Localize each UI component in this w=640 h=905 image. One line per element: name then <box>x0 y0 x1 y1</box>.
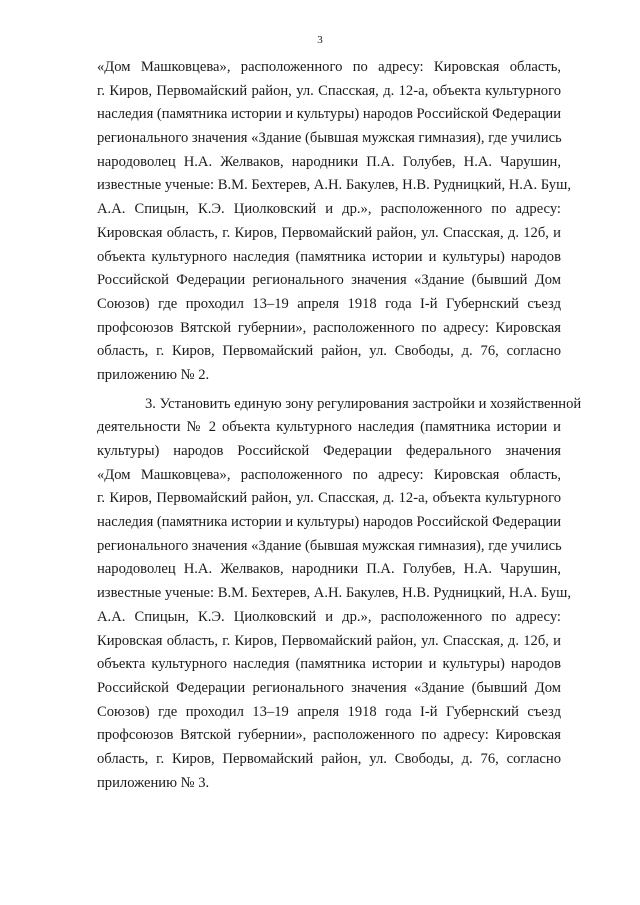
text-line: Кировская область, г. Киров, Первомайский район, ул. Спасская, д. 12б, и <box>97 224 561 241</box>
text-line: область, г. Киров, Первомайский район, ул. Свободы, д. 76, согласно <box>97 343 561 360</box>
text-line: приложению № 2. <box>97 366 210 383</box>
text-line: Союзов) где проходил 13–19 апреля 1918 года І-й Губернский съезд <box>97 703 561 720</box>
page-number: 3 <box>317 34 323 46</box>
text-line: «Дом Машковцева», расположенного по адресу: Кировская область, <box>97 466 561 483</box>
text-line: г. Киров, Первомайский район, ул. Спасская, д. 12-а, объекта культурного <box>97 82 561 99</box>
text-line: «Дом Машковцева», расположенного по адресу: Кировская область, <box>97 59 561 75</box>
paragraph-1 <box>97 56 571 388</box>
text-line: область, г. Киров, Первомайский район, ул. Свободы, д. 76, согласно <box>97 750 561 767</box>
text-line: объекта культурного наследия (памятника истории и культуры) народов <box>97 656 561 673</box>
text-line: профсоюзов Вятской губернии», расположенного по адресу: Кировская <box>97 319 561 336</box>
text-line: г. Киров, Первомайский район, ул. Спасская, д. 12-а, объекта культурного <box>97 490 561 507</box>
text-line: объекта культурного наследия (памятника истории и культуры) народов <box>97 248 561 265</box>
text-line: наследия (памятника истории и культуры) народов Российской Федерации <box>97 106 562 123</box>
text-line: Союзов) где проходил 13–19 апреля 1918 года І-й Губернский съезд <box>97 295 561 312</box>
text-line: профсоюзов Вятской губернии», расположенного по адресу: Кировская <box>97 727 561 744</box>
text-line: приложению № 3. <box>97 774 210 791</box>
text-line: регионального значения «Здание (бывшая мужская гимназия), где учились <box>97 537 562 554</box>
text-line: 3. Установить единую зону регулирования застройки и хозяйственной <box>145 395 582 412</box>
paragraph-2 <box>97 393 582 796</box>
text-line: Кировская область, г. Киров, Первомайский район, ул. Спасская, д. 12б, и <box>97 632 561 649</box>
text-line: А.А. Спицын, К.Э. Циолковский и др.», расположенного по адресу: <box>97 201 561 218</box>
text-line: деятельности № 2 объекта культурного наследия (памятника истории и <box>97 419 561 436</box>
text-line: А.А. Спицын, К.Э. Циолковский и др.», расположенного по адресу: <box>97 608 561 625</box>
text-line: народоволец Н.А. Желваков, народники П.А. Голубев, Н.А. Чарушин, <box>97 153 561 170</box>
text-line: наследия (памятника истории и культуры) народов Российской Федерации <box>97 514 562 531</box>
text-line: известные ученые: В.М. Бехтерев, А.Н. Бакулев, Н.В. Рудницкий, Н.А. Буш, <box>97 177 571 194</box>
text-line: Российской Федерации регионального значения «Здание (бывший Дом <box>97 679 561 696</box>
text-line: Российской Федерации регионального значения «Здание (бывший Дом <box>97 272 561 289</box>
document-body <box>97 56 582 795</box>
text-line: известные ученые: В.М. Бехтерев, А.Н. Бакулев, Н.В. Рудницкий, Н.А. Буш, <box>97 585 571 602</box>
text-line: народоволец Н.А. Желваков, народники П.А. Голубев, Н.А. Чарушин, <box>97 561 561 578</box>
text-line: регионального значения «Здание (бывшая мужская гимназия), где учились <box>97 130 562 147</box>
text-line: культуры) народов Российской Федерации федерального значения <box>97 443 561 459</box>
